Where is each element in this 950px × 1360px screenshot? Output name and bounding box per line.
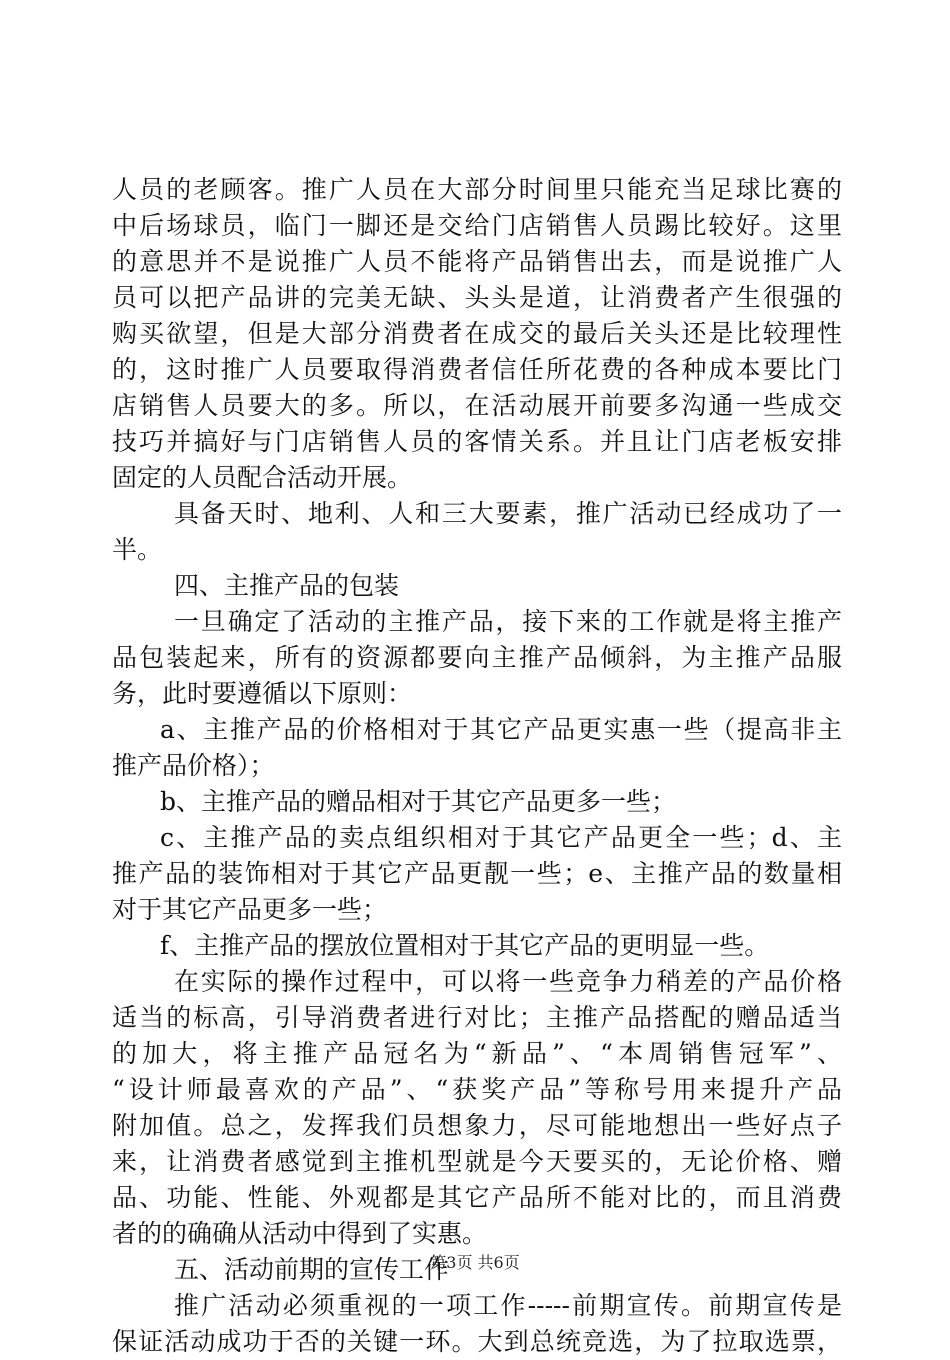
text-line: a、主推产品的价格相对于其它产品更实惠一些（提高非主 — [160, 715, 842, 744]
text-line: 固定的人员配合活动开展。 — [112, 463, 413, 492]
text-line: 品包装起来，所有的资源都要向主推产品倾斜，为主推产品服 — [112, 643, 842, 672]
text-line: 保证活动成功于否的关键一环。大到总统竞选，为了拉取选票， — [112, 1327, 842, 1356]
text-line: f、主推产品的摆放位置相对于其它产品的更明显一些。 — [160, 931, 770, 960]
text-line: 来，让消费者感觉到主推机型就是今天要买的，无论价格、赠 — [112, 1147, 842, 1176]
text-line: 员可以把产品讲的完美无缺、头头是道，让消费者产生很强的 — [112, 283, 842, 312]
page-footer — [0, 1250, 950, 1273]
text-line: 在实际的操作过程中，可以将一些竞争力稍差的产品价格 — [174, 967, 842, 996]
document-body — [112, 172, 842, 1360]
text-line: 半。 — [112, 535, 163, 564]
text-line: 品、功能、性能、外观都是其它产品所不能对比的，而且消费 — [112, 1183, 842, 1212]
text-line: 技巧并搞好与门店销售人员的客情关系。并且让门店老板安排 — [112, 427, 842, 456]
text-line: 适当的标高，引导消费者进行对比；主推产品搭配的赠品适当 — [112, 1003, 842, 1032]
text-line: 四、主推产品的包装 — [174, 571, 400, 600]
text-line: 对于其它产品更多一些； — [112, 895, 388, 924]
text-line: 者的的确确从活动中得到了实惠。 — [112, 1219, 488, 1248]
text-line: 推产品的装饰相对于其它产品更靓一些；e、主推产品的数量相 — [112, 859, 842, 888]
text-line: 推广活动必须重视的一项工作-----前期宣传。前期宣传是 — [174, 1291, 842, 1320]
text-line: 推产品价格）； — [112, 751, 275, 780]
text-line: 的，这时推广人员要取得消费者信任所花费的各种成本要比门 — [112, 355, 842, 384]
text-line: 人员的老顾客。推广人员在大部分时间里只能充当足球比赛的 — [112, 175, 842, 204]
text-line: 附加值。总之，发挥我们员想象力，尽可能地想出一些好点子 — [112, 1111, 842, 1140]
text-line: 具备天时、地利、人和三大要素，推广活动已经成功了一 — [174, 499, 842, 528]
text-line: 五、活动前期的宣传工作 — [174, 1255, 450, 1284]
text-line: 购买欲望，但是大部分消费者在成交的最后关头还是比较理性 — [112, 319, 842, 348]
text-line: 中后场球员，临门一脚还是交给门店销售人员踢比较好。这里 — [112, 211, 842, 240]
text-line: b、主推产品的赠品相对于其它产品更多一些； — [160, 787, 677, 816]
text-line: 务，此时要遵循以下原则： — [112, 679, 413, 708]
text-line: 的加大，将主推产品冠名为“新品”、“本周销售冠军”、 — [112, 1039, 842, 1068]
text-line: 一旦确定了活动的主推产品，接下来的工作就是将主推产 — [174, 607, 842, 636]
text-line: “设计师最喜欢的产品”、“获奖产品”等称号用来提升产品 — [112, 1075, 842, 1104]
page-number-label: 第3页 共6页 — [430, 1253, 520, 1272]
text-line: 的意思并不是说推广人员不能将产品销售出去，而是说推广人 — [112, 247, 842, 276]
text-line: c、主推产品的卖点组织相对于其它产品更全一些；d、主 — [160, 823, 842, 852]
text-line: 店销售人员要大的多。所以，在活动展开前要多沟通一些成交 — [112, 391, 842, 420]
